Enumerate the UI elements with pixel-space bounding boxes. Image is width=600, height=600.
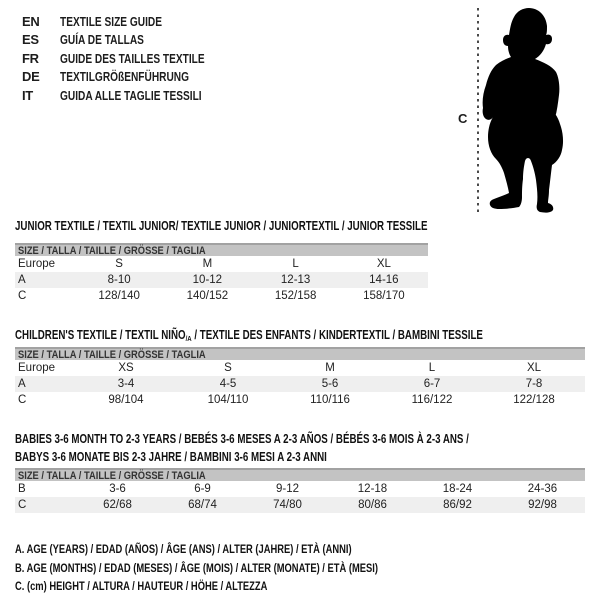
toddler-silhouette-icon (483, 8, 563, 213)
lang-row-en (22, 13, 245, 31)
footnote-c: C. (cm) HEIGHT / ALTURA / HAUTEUR / HÖHE / ALTEZZA (15, 579, 268, 593)
size-header-bar: SIZE / TALLA / TAILLE / GRÖSSE / TAGLIA (15, 468, 585, 481)
height-cell: 68/74 (188, 499, 217, 511)
lang-code: DE (22, 69, 40, 85)
lang-row-es (22, 31, 245, 49)
lang-row-fr (22, 50, 245, 68)
age-cell: 7-8 (525, 378, 543, 390)
toddler-figure (450, 4, 600, 216)
height-cell: 80/86 (358, 499, 387, 511)
table-row-europe (15, 360, 585, 376)
height-cell: 62/68 (103, 499, 132, 511)
height-cell: 98/104 (108, 394, 144, 406)
legend-footnotes (15, 540, 480, 596)
row-label: B (18, 483, 26, 495)
size-cell: S (224, 362, 232, 374)
size-cell: XL (376, 258, 391, 270)
footnote-b: B. AGE (MONTHS) / EDAD (MESES) / ÂGE (MOIS) / ALTER (MONATE) / ETÀ (MESI) (15, 560, 378, 575)
children-size-table (15, 360, 585, 408)
age-cell: 9-12 (275, 483, 300, 495)
lang-code: IT (22, 87, 33, 103)
height-cell: 74/80 (273, 499, 302, 511)
row-label: Europe (18, 362, 56, 374)
size-header-bar: SIZE / TALLA / TAILLE / GRÖSSE / TAGLIA (15, 243, 428, 256)
row-label: Europe (18, 258, 56, 270)
junior-table (15, 243, 428, 304)
children-table (15, 347, 585, 408)
lang-title: GUIDE DES TAILLES TEXTILE (60, 50, 205, 66)
table-row-europe (15, 256, 428, 272)
height-cell: 158/170 (363, 290, 405, 302)
section-title-babies: BABIES 3-6 MONTH TO 2-3 YEARS / BEBÉS 3-6 MESES A 2-3 AÑOS / BÉBÉS 3-6 MOIS À 2-3 ANS / BABYS 3-6 MONATE BIS 2-3 JAHRE / BAMBINI 3-6 MESI A 2-3 ANNI (15, 432, 469, 464)
lang-title: TEXTILGRÖßENFÜHRUNG (60, 69, 190, 85)
age-cell: 8-10 (107, 274, 131, 286)
height-cell: 104/110 (207, 394, 249, 406)
table-row-age (15, 272, 428, 288)
row-label: C (18, 290, 27, 302)
table-row-height (15, 392, 585, 408)
age-cell: 12-18 (357, 483, 388, 495)
row-label: C (18, 499, 27, 511)
lang-code: EN (22, 14, 40, 29)
age-cell: 3-4 (117, 378, 135, 390)
size-cell: L (292, 258, 299, 270)
lang-title: GUÍA DE TALLAS (60, 32, 144, 48)
language-header (22, 13, 245, 105)
babies-size-table (15, 481, 585, 513)
age-cell: 14-16 (369, 274, 399, 286)
size-cell: S (115, 258, 123, 270)
table-row-age (15, 376, 585, 392)
size-cell: M (325, 362, 335, 374)
age-cell: 3-6 (109, 483, 126, 495)
age-cell: 6-9 (194, 483, 211, 495)
height-cell: 86/92 (443, 499, 472, 511)
section-title-children: CHILDREN'S TEXTILE / TEXTIL $NIÑO_{/A}$ / TEXTILE DES ENFANTS / KINDERTEXTIL / BAMBINI TESSILE (15, 328, 483, 344)
table-row-height (15, 497, 585, 513)
age-cell: 12-13 (280, 274, 311, 286)
lang-title: TEXTILE SIZE GUIDE (60, 14, 162, 29)
table-row-age-months (15, 481, 585, 497)
junior-size-table (15, 256, 428, 304)
height-cell: 110/116 (310, 394, 350, 406)
size-cell: XS (118, 362, 134, 374)
height-cell: 122/128 (513, 394, 555, 406)
height-cell: 152/158 (274, 290, 317, 302)
lang-row-it (22, 87, 245, 105)
lang-code: ES (22, 32, 39, 48)
age-cell: 24-36 (527, 483, 558, 495)
babies-table (15, 468, 585, 513)
lang-row-de (22, 68, 245, 86)
size-cell: L (428, 362, 436, 374)
age-cell: 4-5 (219, 378, 237, 390)
section-title-junior: JUNIOR TEXTILE / TEXTIL JUNIOR/ TEXTILE JUNIOR / JUNIORTEXTIL / JUNIOR TESSILE (15, 219, 428, 233)
age-cell: 18-24 (442, 483, 473, 495)
age-cell: 10-12 (192, 274, 223, 286)
size-cell: XL (526, 362, 542, 374)
lang-code: FR (22, 50, 39, 66)
size-header-bar: SIZE / TALLA / TAILLE / GRÖSSE / TAGLIA (15, 347, 585, 360)
height-cell: 92/98 (528, 499, 557, 511)
row-label: C (18, 394, 27, 406)
height-cell: 140/152 (186, 290, 229, 302)
height-cell: 116/122 (411, 394, 453, 406)
footnote-a: A. AGE (YEARS) / EDAD (AÑOS) / ÂGE (ANS) / ALTER (JAHRE) / ETÀ (ANNI) (15, 542, 352, 556)
toddler-figure-svg (450, 4, 600, 216)
lang-title: GUIDA ALLE TAGLIE TESSILI (60, 87, 202, 103)
height-measure-label: C (458, 111, 468, 126)
age-cell: 6-7 (423, 378, 441, 390)
size-cell: M (202, 258, 213, 270)
table-row-height (15, 288, 428, 304)
age-cell: 5-6 (321, 378, 339, 390)
row-label: A (18, 378, 26, 390)
row-label: A (18, 274, 26, 286)
height-cell: 128/140 (98, 290, 140, 302)
